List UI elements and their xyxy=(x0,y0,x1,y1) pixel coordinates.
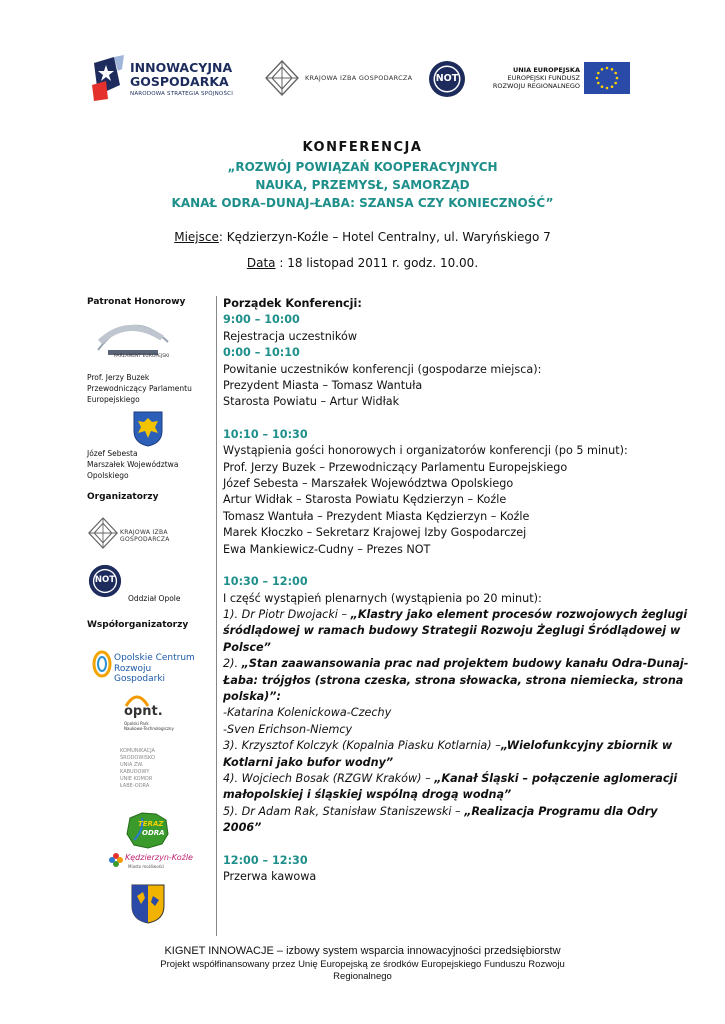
patronat-heading: Patronat Honorowy xyxy=(87,297,186,307)
ue-line3: ROZWOJU REGIONALNEGO xyxy=(492,82,580,90)
opnt-sub1: Opolski Park xyxy=(124,721,149,726)
kk-coat-of-arms-icon xyxy=(131,884,165,924)
date-label: Data xyxy=(246,256,276,270)
komor-line4: KABUDOWY xyxy=(120,769,150,775)
teraz-odra-logo xyxy=(124,810,170,850)
ocrg-line2: Rozwoju Gospodarki xyxy=(114,664,166,684)
kig-emblem-icon xyxy=(265,60,299,96)
session3-line1: Wystąpienia gości honorowych i organizatorów konferencji (po 5 minut): xyxy=(223,444,628,458)
date-value: : 18 listopad 2011 r. godz. 10.00. xyxy=(275,256,479,270)
sebesta-line1: Józef Sebesta xyxy=(87,449,138,458)
innowacyjna-line2: GOSPODARKA xyxy=(130,74,229,89)
session5-line1: Przerwa kawowa xyxy=(223,870,317,883)
session2-time: 0:00 – 10:10 xyxy=(223,346,300,360)
talk3-title: „Wielofunkcyjny zbiornik w xyxy=(500,739,673,753)
kk-sub: Miasto możliwości xyxy=(128,864,165,869)
session5-time: 12:00 – 12:30 xyxy=(223,853,308,867)
talk4-cont1: małopolskiej i śląskiej wspólną drogą wodną” xyxy=(223,788,512,802)
talk2-cont1: Łaba: trójgłos (strona czeska, strona słowacka, strona niemiecka, strona xyxy=(223,673,684,687)
session2-line3: Starosta Powiatu – Artur Widłak xyxy=(223,395,400,409)
talk2-speaker1: -Katarina Kolenickowa-Czechy xyxy=(223,706,392,720)
innowacyjna-line1: INNOWACYJNA xyxy=(130,60,233,75)
conference-title: KONFERENCJA xyxy=(302,140,423,155)
talk1-title: „Klastry jako element procesów rozwojowych żeglugi xyxy=(350,607,688,621)
talk1-cont2: Polsce” xyxy=(223,640,271,654)
talk1 xyxy=(223,607,693,623)
session3-line2: Prof. Jerzy Buzek – Przewodniczący Parlamentu Europejskiego xyxy=(223,460,568,474)
session3-line4: Artur Widłak – Starosta Powiatu Kędzierzyn – Koźle xyxy=(223,493,507,507)
session4-time: 10:30 – 12:00 xyxy=(223,575,308,589)
place-value: : Kędzierzyn-Koźle – Hotel Centralny, ul. Waryńskiego 7 xyxy=(218,230,551,244)
kk-flower-icon xyxy=(108,852,124,868)
conference-subtitle-2: NAUKA, PRZEMYSŁ, SAMORZĄD xyxy=(255,178,470,192)
date-line xyxy=(0,256,725,270)
kedzierzyn-kozle-logo xyxy=(108,850,194,876)
wspolorganizatorzy-heading: Współorganizatorzy xyxy=(87,620,189,630)
sebesta-block xyxy=(87,448,178,481)
session1-time: 9:00 – 10:00 xyxy=(223,313,300,327)
talk4-title: „Kanał Śląski – połączenie aglomeracji xyxy=(434,771,678,785)
parliament-logo xyxy=(88,312,174,364)
kig-header-logo xyxy=(265,60,415,100)
komor-logo xyxy=(120,748,190,804)
program-heading: Porządek Konferencji: xyxy=(223,297,362,310)
talk2-title: „Stan zaawansowania prac nad projektem budowy kanału Odra-Dunaj- xyxy=(241,657,689,671)
session4-line1: I część wystąpień plenarnych (wystąpienia po 20 minut): xyxy=(223,591,542,605)
oddzial-opole: Oddział Opole xyxy=(128,594,181,603)
not-left-label: NOT xyxy=(94,575,116,585)
talk2-cont2: polska)”: xyxy=(223,689,281,703)
opnt-name: opnt. xyxy=(124,704,163,719)
session2-line2: Prezydent Miasta – Tomasz Wantuła xyxy=(223,379,423,393)
kk-name: Kędzierzyn-Koźle xyxy=(125,853,193,862)
ocrg-line1: Opolskie Centrum xyxy=(114,653,195,663)
ue-header-logo xyxy=(490,62,630,96)
session3-line7: Ewa Mankiewicz-Cudny – Prezes NOT xyxy=(223,542,431,556)
footer-line1: KIGNET INNOWACJE – izbowy system wsparcia innowacyjności przedsiębiorstw xyxy=(164,945,561,957)
komor-line1: KOMUNIKACJA xyxy=(120,748,155,754)
innowacyjna-sub: NARODOWA STRATEGIA SPÓJNOŚCI xyxy=(130,91,234,97)
not-left-logo xyxy=(88,564,122,598)
teraz-line1: TERAZ xyxy=(138,820,164,828)
talk5-speaker: 5). Dr Adam Rak, Stanisław Staniszewski – xyxy=(223,804,465,818)
conference-subtitle-1: „ROZWÓJ POWIĄZAŃ KOOPERACYJNYCH xyxy=(227,160,498,174)
place-label: Miejsce xyxy=(174,230,219,244)
ue-line2: EUROPEJSKI FUNDUSZ xyxy=(507,74,580,82)
kig-header-name: KRAJOWA IZBA GOSPODARCZA xyxy=(305,74,413,82)
talk4-speaker: 4). Wojciech Bosak (RZGW Kraków) – xyxy=(223,771,435,785)
parliament-caption: PARLAMENT EUROPEJSKI xyxy=(114,354,170,359)
sebesta-line3: Opolskiego xyxy=(87,471,129,480)
session1-line1: Rejestracja uczestników xyxy=(223,329,357,343)
conference-program xyxy=(223,296,693,885)
opnt-logo xyxy=(122,692,192,736)
parliament-emblem-icon xyxy=(88,312,174,356)
footer-line3: Regionalnego xyxy=(333,971,392,982)
kig-left-name: KRAJOWA IZBA GOSPODARCZA xyxy=(120,529,170,543)
buzek-block xyxy=(87,372,192,405)
not-header-label: NOT xyxy=(435,73,459,84)
talk4 xyxy=(223,771,693,787)
session3-line6: Marek Kłoczko – Sekretarz Krajowej Izby Gospodarczej xyxy=(223,526,527,540)
komor-line6: ŁABE-ODRA xyxy=(120,783,150,789)
not-header-logo xyxy=(428,60,466,98)
talk1-cont1: śródlądowej w ramach budowy Strategii Rozwoju Żeglugi Śródlądowej w xyxy=(223,624,681,638)
buzek-line2: Przewodniczący Parlamentu xyxy=(87,384,192,393)
session2-line1: Powitanie uczestników konferencji (gospodarze miejsca): xyxy=(223,362,542,376)
opnt-sub2: Naukowo-Technologiczny xyxy=(124,726,174,731)
place-line xyxy=(0,230,725,244)
talk3 xyxy=(223,738,693,754)
session3-time: 10:10 – 10:30 xyxy=(223,427,308,441)
opolskie-eagle-icon xyxy=(133,411,163,447)
column-divider xyxy=(216,296,217,936)
innowacyjna-gospodarka-logo xyxy=(92,55,242,105)
buzek-line3: Europejskiego xyxy=(87,395,140,404)
buzek-line1: Prof. Jerzy Buzek xyxy=(87,373,150,382)
organizatorzy-heading: Organizatorzy xyxy=(87,492,159,502)
kig-left-emblem-icon xyxy=(88,516,118,550)
talk1-speaker: 1). Dr Piotr Dwojacki – xyxy=(223,607,351,621)
ocrg-logo xyxy=(92,650,202,684)
talk5-title: „Realizacja Programu dla Odry 2006” xyxy=(223,804,658,835)
talk3-cont1: Kotlarni jako bufor wodny” xyxy=(223,755,394,769)
ue-line1: UNIA EUROPEJSKA xyxy=(512,66,580,74)
komor-line2: ŚRODOWISKO xyxy=(120,755,155,761)
talk5 xyxy=(223,804,693,837)
ocrg-swirl-icon xyxy=(92,650,112,678)
teraz-line2: ODRA xyxy=(142,829,165,837)
innowacyjna-star-icon xyxy=(92,55,126,101)
conference-subtitle-3: KANAŁ ODRA–DUNAJ-ŁABA: SZANSA CZY KONIECZNOŚĆ” xyxy=(171,196,554,210)
talk2-speaker2: -Sven Erichson-Niemcy xyxy=(223,722,353,736)
sebesta-line2: Marszałek Województwa xyxy=(87,460,179,469)
footer-line2: Projekt współfinansowany przez Unię Europejską ze środków Europejskiego Funduszu Rozwoju xyxy=(160,959,565,970)
komor-line3: UNIA ZW. xyxy=(120,762,144,768)
eu-flag-icon xyxy=(584,62,630,94)
session3-line3: Józef Sebesta – Marszałek Województwa Opolskiego xyxy=(223,477,514,491)
komor-line5: UNIE KOMOR xyxy=(120,776,153,782)
talk3-speaker: 3). Krzysztof Kolczyk (Kopalnia Piasku Kotlarnia) – xyxy=(223,739,501,753)
kig-left-logo xyxy=(88,516,213,552)
session3-line5: Tomasz Wantuła – Prezydent Miasta Kędzierzyn – Koźle xyxy=(223,509,530,523)
talk2: 2). „Stan zaawansowania prac nad projektem budowy kanału Odra-Dunaj- xyxy=(223,657,689,671)
